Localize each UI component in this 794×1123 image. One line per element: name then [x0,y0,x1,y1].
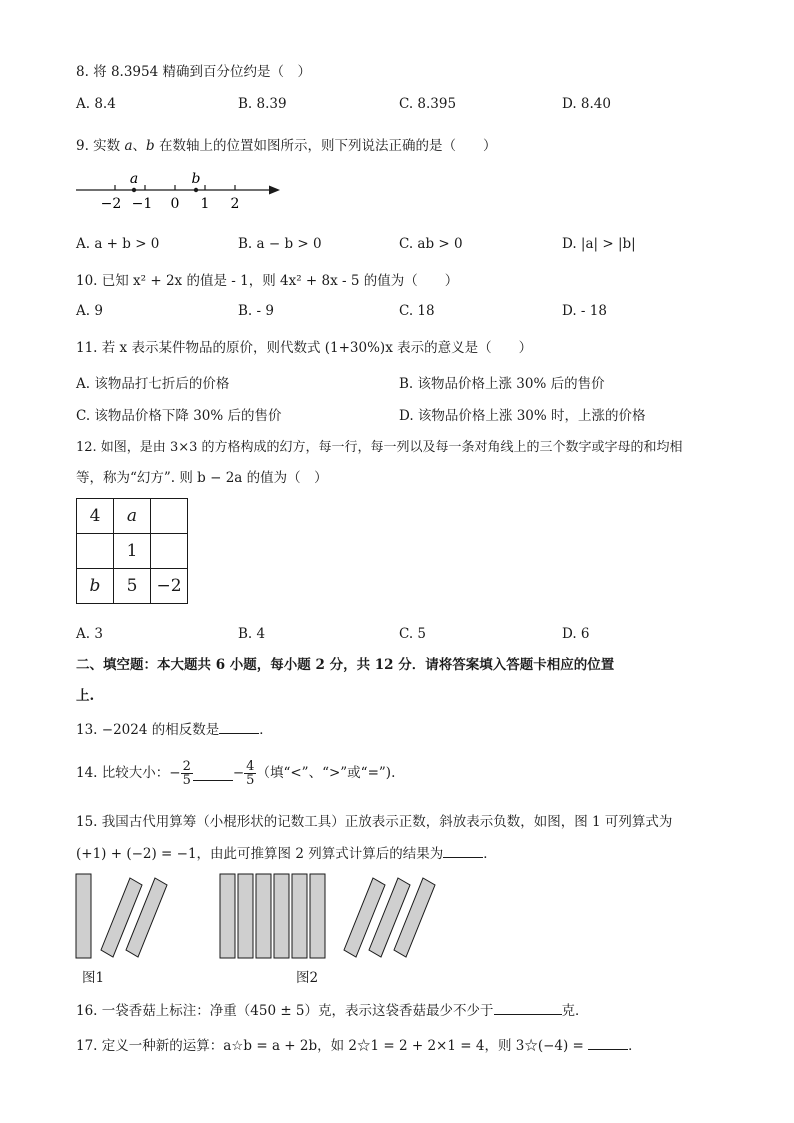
q12-option-b: B. 4 [238,626,266,642]
figure-1-label: 图1 [82,970,105,986]
q12-option-c: C. 5 [399,626,427,642]
upright-rod [310,874,325,958]
q9-option-a: A. a + b > 0 [76,236,160,252]
point-a-label: a [129,171,139,187]
q17-suffix: ． [628,1038,642,1054]
q13-suffix: ． [259,722,273,738]
q8-option-b: B. 8.39 [238,96,287,112]
q8-stem: 8. 将 8.3954 精确到百分位约是（ ） [76,64,311,80]
q9-option-b: B. a − b > 0 [238,236,322,252]
answer-blank[interactable] [494,1000,562,1015]
grid-cell [151,499,188,534]
q15-stem-line2 [76,843,497,864]
answer-blank[interactable] [193,766,233,781]
number-line-arrow [269,186,280,195]
q14-text: 14. 比较大小：− [76,765,181,781]
q10-option-c: C. 18 [399,303,435,319]
grid-row [77,534,188,569]
q12-option-d: D. 6 [562,626,590,642]
tick-label: 2 [230,196,240,212]
q9-stem-sep: 、 [132,138,147,154]
tick-label: −1 [131,196,153,212]
answer-blank[interactable] [219,719,259,734]
q12-stem-line2: 等，称为“幻方”. 则 b − 2a 的值为（ ） [76,470,328,486]
grid-cell: b [77,569,114,604]
q16-stem [76,1000,589,1021]
q9-stem-var-b: b [146,138,155,154]
q12-option-a: A. 3 [76,626,103,642]
grid-row [77,569,188,604]
q8-option-c: C. 8.395 [399,96,457,112]
upright-rod [292,874,307,958]
grid-cell [77,534,114,569]
grid-cell: 4 [77,499,114,534]
q10-option-b: B. - 9 [238,303,274,319]
q11-option-a: A. 该物品打七折后的价格 [76,376,230,392]
q14-instruction: （填“<”、“>”或“=”). [256,765,396,781]
answer-blank[interactable] [443,843,483,858]
fraction-numerator: 4 [246,759,255,774]
section-heading-line1: 二、填空题：本大题共 6 小题，每小题 2 分，共 12 分．请将答案填入答题卡相应的位置 [76,657,615,673]
q12-stem-line1: 12. 如图，是由 3×3 的方格构成的幻方，每一行，每一列以及每一条对角线上的三个数字或字母的和均相 [76,440,683,455]
point-a-dot [132,188,136,192]
upright-rod [274,874,289,958]
q15-suffix: ． [483,846,497,862]
tick-label: −2 [100,196,122,212]
upright-rod [76,874,91,958]
fraction-numerator: 2 [182,759,191,774]
q14-minus: − [232,765,245,781]
q11-option-c: C. 该物品价格下降 30% 后的售价 [76,408,282,424]
q10-stem: 10. 已知 x² + 2x 的值是 - 1，则 4x² + 8x - 5 的值为（ ） [76,273,459,289]
q16-text: 16. 一袋香菇上标注：净重（450 ± 5）克，表示这袋香菇最少不少于 [76,1003,494,1019]
grid-cell [151,534,188,569]
answer-blank[interactable] [588,1035,628,1050]
q15-text: (+1) + (−2) = −1，由此可推算图 2 列算式计算后的结果为 [76,846,444,862]
q13-text: 13. −2024 的相反数是 [76,722,220,738]
point-b-label: b [191,171,201,187]
number-line-figure [70,168,290,216]
q9-stem-prefix: 9. 实数 [76,138,125,154]
tick-label: 1 [200,196,210,212]
fraction [181,760,193,787]
tick-label: 0 [170,196,180,212]
fraction [244,760,256,787]
q10-option-a: A. 9 [76,303,103,319]
fraction-denominator: 5 [182,773,191,788]
q8-option-d: D. 8.40 [562,96,611,112]
q8-option-a: A. 8.4 [76,96,116,112]
upright-rod [238,874,253,958]
magic-square-grid [76,498,188,604]
grid-cell: a [114,499,151,534]
q11-option-d: D. 该物品价格上涨 30% 时，上涨的价格 [399,408,646,424]
q16-suffix: 克． [561,1003,589,1019]
grid-cell: 5 [114,569,151,604]
q9-stem-suffix: 在数轴上的位置如图所示，则下列说法正确的是（ ） [154,138,497,154]
q9-option-c: C. ab > 0 [399,236,463,252]
q17-text: 17. 定义一种新的运算：a☆b = a + 2b，如 2☆1 = 2 + 2×1 = 4，则 3☆(−4) = [76,1038,589,1054]
upright-rod [256,874,271,958]
grid-cell: −2 [151,569,188,604]
section-heading-line2: 上. [76,688,95,704]
q14-stem [76,756,395,790]
figure-2-label: 图2 [296,970,319,986]
counting-rods-figure [70,868,450,964]
upright-rod [220,874,235,958]
fraction-denominator: 5 [246,773,255,788]
grid-cell: 1 [114,534,151,569]
q17-stem [76,1035,642,1056]
q9-option-d: D. |a| > |b| [562,236,636,252]
grid-row [77,499,188,534]
q13-stem [76,719,273,740]
q9-stem [76,136,496,156]
q11-option-b: B. 该物品价格上涨 30% 后的售价 [399,376,605,392]
point-b-dot [194,188,198,192]
q15-stem-line1: 15. 我国古代用算筹（小棍形状的记数工具）正放表示正数，斜放表示负数，如图，图 1 可列算式为 [76,814,673,830]
q11-stem: 11. 若 x 表示某件物品的原价，则代数式 (1+30%)x 表示的意义是（ ） [76,340,533,356]
q9-stem-var-a: a [124,138,133,154]
q10-option-d: D. - 18 [562,303,607,319]
